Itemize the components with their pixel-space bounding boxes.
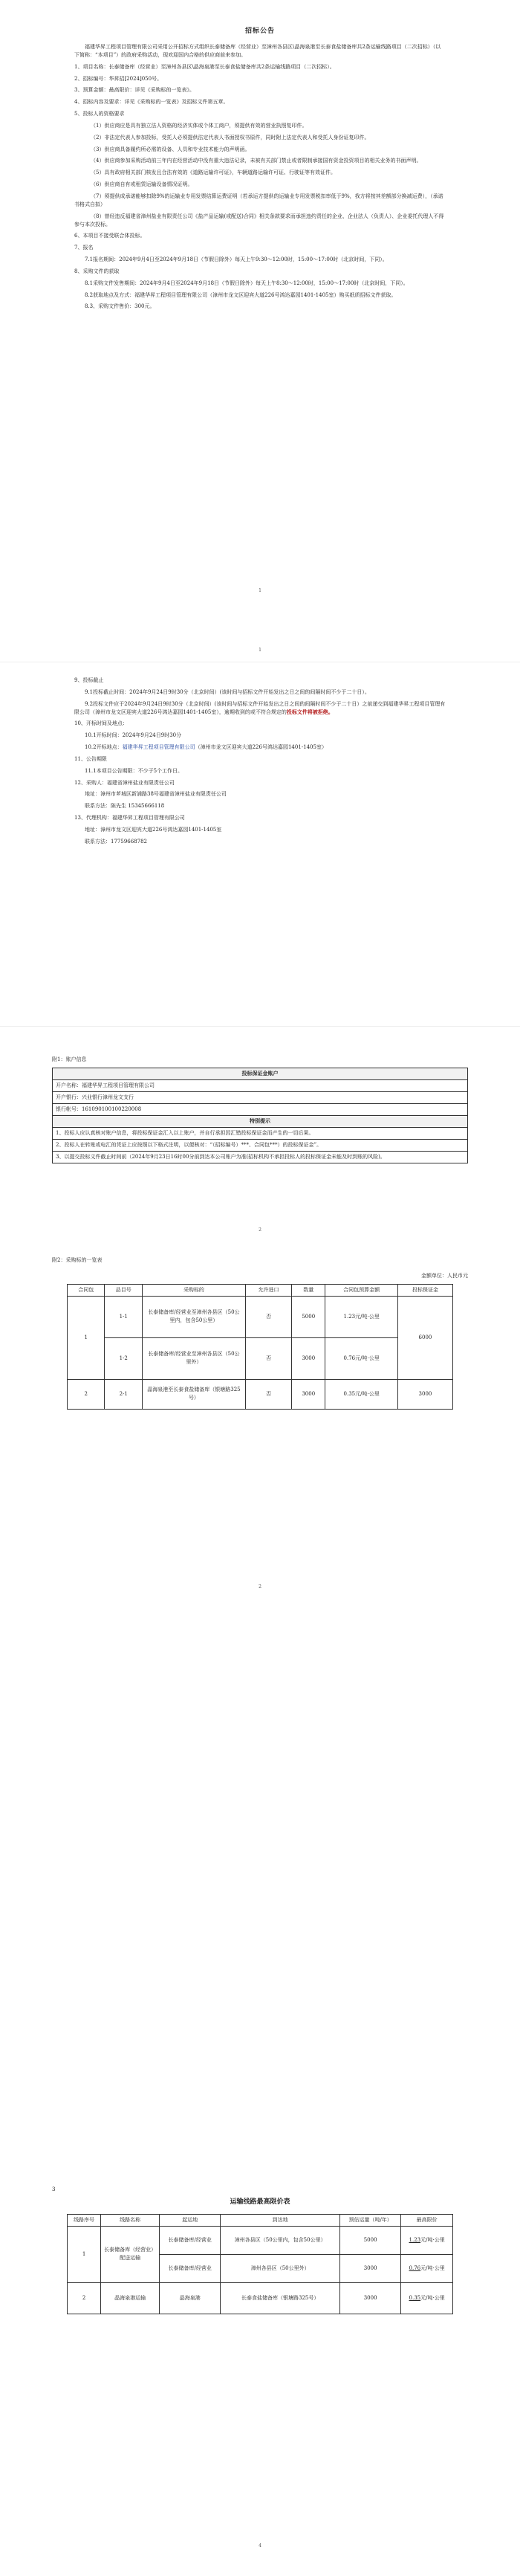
cell-target: 长泰储备库/经营业至漳州各县区（50公里外）	[142, 1337, 245, 1379]
price-unit: 元/吨·公里	[420, 2294, 445, 2301]
cell-import: 否	[245, 1337, 291, 1379]
cell-volume: 3000	[340, 2282, 401, 2314]
qualification-3: （3）供应商具备履约所必需的设备、人员和专业技术能力的声明函。	[91, 146, 250, 152]
cell-origin: 晶海泉港	[160, 2282, 221, 2314]
col-header: 起运地	[160, 2214, 221, 2226]
cell-import: 否	[245, 1296, 291, 1337]
price-value: 1.23	[409, 2236, 421, 2243]
opening-time: 10.1开标时间：2024年9月24日9时30分	[85, 732, 182, 739]
cell-destination: 漳州各县区（50公里外）	[221, 2254, 340, 2282]
purchaser-contact: 联系方法：陈先生 15345666118	[85, 803, 165, 810]
page-number-2: 1	[259, 588, 261, 593]
account-section	[52, 1056, 468, 1163]
opening-place-address: （漳州市龙文区迎宾大道226号鸿达嘉园1401-1405室）	[195, 744, 327, 751]
appendix-3-mark: 3	[52, 2186, 56, 2192]
col-header: 到达地	[221, 2214, 340, 2226]
cell-destination: 漳州各县区（50公里内，包含50公里）	[221, 2226, 340, 2254]
special-note-2: 2、投标人在转账或电汇的凭证上应按照以下格式注明，以便核对：“（招标编号）***、合同包***）的投标保证金”。	[53, 1139, 468, 1151]
col-header: 线路名称	[101, 2214, 160, 2226]
item-notice-period: 11、公告期限	[74, 755, 107, 762]
col-header: 预估运量（吨/年）	[340, 2214, 401, 2226]
appendix-1	[0, 1056, 520, 1249]
cell-price	[401, 2282, 453, 2314]
table-header-row	[68, 2214, 453, 2226]
price-limit-title: 运输线路最高限价表	[230, 2198, 290, 2206]
late-rejection-note: 投标文件将被拒绝。	[286, 708, 334, 715]
account-number-value: 161090100100220008	[82, 1105, 142, 1112]
currency-unit: 金额单位：人民币元	[421, 1272, 468, 1279]
cell-item: 1-1	[105, 1296, 142, 1337]
price-value: 0.35	[409, 2294, 421, 2301]
col-header: 采购标的	[142, 1284, 245, 1296]
table-header-row	[68, 1284, 453, 1296]
cell-price	[401, 2226, 453, 2254]
cell-route-name: 晶海泉港运输	[101, 2282, 160, 2314]
appendix-2-heading: 附2：采购标的一览表	[52, 1257, 103, 1263]
page-number-3: 2	[259, 1227, 261, 1233]
col-header: 允许进口	[245, 1284, 291, 1296]
table-row	[68, 2226, 453, 2254]
notice-period: 11.1本项目公告期限：不少于5个工作日。	[85, 767, 183, 774]
item-documents: 8、采购文件的获取	[74, 268, 120, 274]
announcement-body-cont	[74, 677, 446, 850]
cell-route-name: 长泰储备库（经营业）配送运输	[101, 2226, 160, 2282]
table-row	[53, 1103, 468, 1115]
cell-target: 长泰储备库/经营业至漳州各县区（50公里内，包含50公里）	[142, 1296, 245, 1337]
page-title: 招标公告	[244, 28, 275, 35]
documents-location: 8.2获取地点及方式：福建华昇工程项目管理有限公司（漳州市龙文区迎宾大道226号鸿达嘉园1401-1405室）购买纸质招标文件获取。	[85, 291, 397, 298]
deadline-delivery	[74, 700, 446, 717]
cell-item: 2-1	[105, 1379, 142, 1409]
account-table	[52, 1068, 468, 1163]
procurement-table	[67, 1284, 453, 1410]
account-bank-value: 兴业银行漳州龙文支行	[82, 1094, 134, 1100]
documents-price: 8.3、采购文件售价：300元。	[85, 303, 155, 310]
table-row	[68, 1296, 453, 1337]
price-limit-table	[67, 2214, 453, 2314]
opening-place-agency: 福建华昇工程项目管理有限公司	[122, 744, 195, 751]
cell-price	[401, 2254, 453, 2282]
item-purchaser: 12、采购人：福建省漳州盐业有限责任公司	[74, 779, 175, 786]
price-value: 0.76	[409, 2265, 421, 2271]
qualification-8: （8）曾经违反福建省漳州盐业有限责任公司《盐产品运输(或配送)合同》相关条款要求而承担违约责任的企业、企业法人（负责人）、企业委托代理人不得参与本次投标。	[74, 213, 444, 227]
cell-item: 1-2	[105, 1337, 142, 1379]
account-name-label: 开户名称：	[56, 1082, 82, 1088]
qualification-6: （6）供应商自有或租赁运输设备情况证明。	[91, 181, 193, 188]
procurement-section	[52, 1256, 468, 1410]
item-registration: 7、报名	[74, 245, 94, 251]
page-number-5: 4	[259, 2543, 261, 2548]
cell-budget: 0.76元/吨·公里	[325, 1337, 398, 1379]
qualification-4: （4）供应商参加采购活动前三年内在经营活动中没有重大违法记录，未被有关部门禁止或者限制承接国有资金投资项目的相关业务的书面声明。	[91, 158, 422, 164]
table-row	[68, 1379, 453, 1409]
qualification-7: （7）须提供成承诺能够扣除9%的运输业专用发票结算运费证明（若承运方提供的运输业专用发票税扣率低于9%，我方将按其差额部分换减运费），（承诺书格式自拟）	[74, 193, 443, 207]
col-header: 最高限价	[401, 2214, 453, 2226]
registration-period: 7.1报名期间：2024年9月4日至2024年9月18日（节假日除外）每天上午9:30～12:00时，15:00～17:00时（北京时间，下同）。	[85, 256, 388, 263]
intro-paragraph: 福建华昇工程项目管理有限公司采用公开招标方式组织长泰储备库（经营业）至漳州各县区\晶海泉港至长泰食盐储备库共2条运输线路项目（二次招标）（以下简称：“本项目”）的政府采购活动，现欢迎国内合格的供应商前来参加。	[74, 44, 441, 58]
table-row	[53, 1151, 468, 1163]
documents-period: 8.1采购文件发售期间：2024年9月4日至2024年9月18日（节假日除外）每天上午8:30～12:00时，15:00～17:00时（北京时间，下同）。	[85, 280, 409, 286]
col-header: 合同包	[68, 1284, 105, 1296]
item-opening: 10、开标时间及地点：	[74, 720, 128, 727]
cell-route-no: 2	[68, 2282, 101, 2314]
cell-budget: 1.23元/吨·公里	[325, 1296, 398, 1337]
special-note-3: 3、以提交投标文件截止时间前（2024年9月23日16时00分前到达本公司账户为准(招标机构不承担投标人的投标保证金未能及时到账的风险)。	[53, 1151, 468, 1163]
cell-route-no: 1	[68, 2226, 101, 2282]
item-deadline: 9、投标截止	[74, 677, 104, 683]
price-unit: 元/吨·公里	[420, 2265, 445, 2271]
table-row	[53, 1079, 468, 1091]
page-2	[0, 588, 520, 1033]
price-limit-section	[52, 2141, 468, 2314]
qualification-2: （2）非法定代表人参加投标，受托人必须提供法定代表人书面授权书原件，同时附上法定代表人和受托人身份证复印件。	[91, 134, 370, 141]
deadline-time: 9.1投标截止时间：2024年9月24日9时30分（北京时间）(该时间与招标文件开始发出之日之间的间隔时间不少于二十日）。	[85, 688, 370, 695]
account-table-title: 投标保证金账户	[53, 1068, 468, 1079]
cell-volume: 5000	[340, 2226, 401, 2254]
cell-quantity: 3000	[292, 1337, 325, 1379]
col-header: 投标保证金	[397, 1284, 452, 1296]
cell-deposit: 3000	[397, 1379, 452, 1409]
cell-target: 晶海泉港至长泰食盐储备库（银塘路325号）	[142, 1379, 245, 1409]
opening-place-label: 10.2开标地点：	[85, 744, 123, 751]
purchaser-address: 地址：漳州市芗城区新浦路38号福建省漳州盐业有限责任公司	[85, 791, 227, 798]
cell-volume: 3000	[340, 2254, 401, 2282]
table-row	[68, 1337, 453, 1379]
cell-quantity: 3000	[292, 1379, 325, 1409]
special-notice-title: 特别提示	[53, 1115, 468, 1127]
table-row	[53, 1139, 468, 1151]
qualification-1: （1）供应商应是具有独立法人资格的经济实体或个体工商户，须提供有效的营业执照复印件。	[91, 122, 308, 129]
announcement-body	[74, 43, 446, 314]
account-bank-label: 开户银行：	[56, 1094, 82, 1100]
col-header: 合同包预算金额	[325, 1284, 398, 1296]
col-header: 品目号	[105, 1284, 142, 1296]
appendix-1-heading: 附1：账户信息	[52, 1056, 87, 1062]
appendix-3	[0, 2141, 520, 2557]
cell-origin: 长泰储备库/经营业	[160, 2254, 221, 2282]
table-row	[68, 2282, 453, 2314]
item-consortium: 6、本项目不接受联合体投标。	[74, 233, 146, 239]
col-header: 线路序号	[68, 2214, 101, 2226]
account-name-value: 福建华昇工程项目管理有限公司	[82, 1082, 155, 1088]
cell-quantity: 5000	[292, 1296, 325, 1337]
page-1	[0, 0, 520, 654]
item-agency: 13、代理机构：福建华昇工程项目管理有限公司	[74, 815, 185, 821]
cell-deposit: 6000	[397, 1296, 452, 1379]
page-divider	[0, 1026, 520, 1027]
cell-budget: 0.35元/吨·公里	[325, 1379, 398, 1409]
price-unit: 元/吨·公里	[420, 2236, 445, 2243]
page-number: 1	[259, 648, 261, 653]
cell-import: 否	[245, 1379, 291, 1409]
item-tender-number: 2、招标编号：华昇招[2024]050号。	[74, 75, 163, 82]
agency-address: 地址：漳州市龙文区迎宾大道226号鸿达嘉园1401-1405室	[85, 826, 222, 833]
deadline-delivery-text: 9.2投标文件应于2024年9月24日9时30分（北京时间）(该时间与招标文件开始发出之日之间的间隔时间不少于二十日）之前递交到福建华昇工程项目管理有限公司（漳州市龙文区迎宾大道226号鸿达嘉园1401-1405室），逾期收到的或不符合规定的	[74, 700, 446, 715]
table-row	[53, 1127, 468, 1139]
cell-origin: 长泰储备库/经营业	[160, 2226, 221, 2254]
item-budget: 3、预算金额：最高限价：详见《采购标的一览表》。	[74, 87, 195, 94]
item-project-name: 1、项目名称：长泰储备库（经营业）至漳州各县区\晶海泉港至长泰食盐储备库共2条运输线路项目（二次招标）。	[74, 63, 335, 70]
col-header: 数量	[292, 1284, 325, 1296]
item-requirements: 4、招标内容及要求：详见《采购标的一览表》及招标文件第五章。	[74, 99, 229, 106]
special-note-1: 1、投标人应认真核对账户信息，将投标保证金汇入以上账户，并自行承担因汇错投标保证金而产生的一切后果。	[53, 1127, 468, 1139]
appendix-2	[0, 1256, 520, 1606]
agency-contact: 联系方法：17759668782	[85, 838, 147, 845]
opening-place	[74, 743, 446, 752]
qualification-5: （5）具有政府相关部门核发且合法有效的《道路运输许可证》，车辆道路运输许可证、行驶证等有效证件。	[91, 170, 336, 176]
table-row	[53, 1091, 468, 1103]
item-qualifications: 5、投标人的资格要求	[74, 111, 125, 117]
account-number-label: 银行帐号：	[56, 1105, 82, 1112]
cell-package: 1	[68, 1296, 105, 1379]
page-number-4: 2	[259, 1584, 261, 1589]
cell-destination: 长泰食盐储备库（银塘路325号）	[221, 2282, 340, 2314]
cell-package: 2	[68, 1379, 105, 1409]
